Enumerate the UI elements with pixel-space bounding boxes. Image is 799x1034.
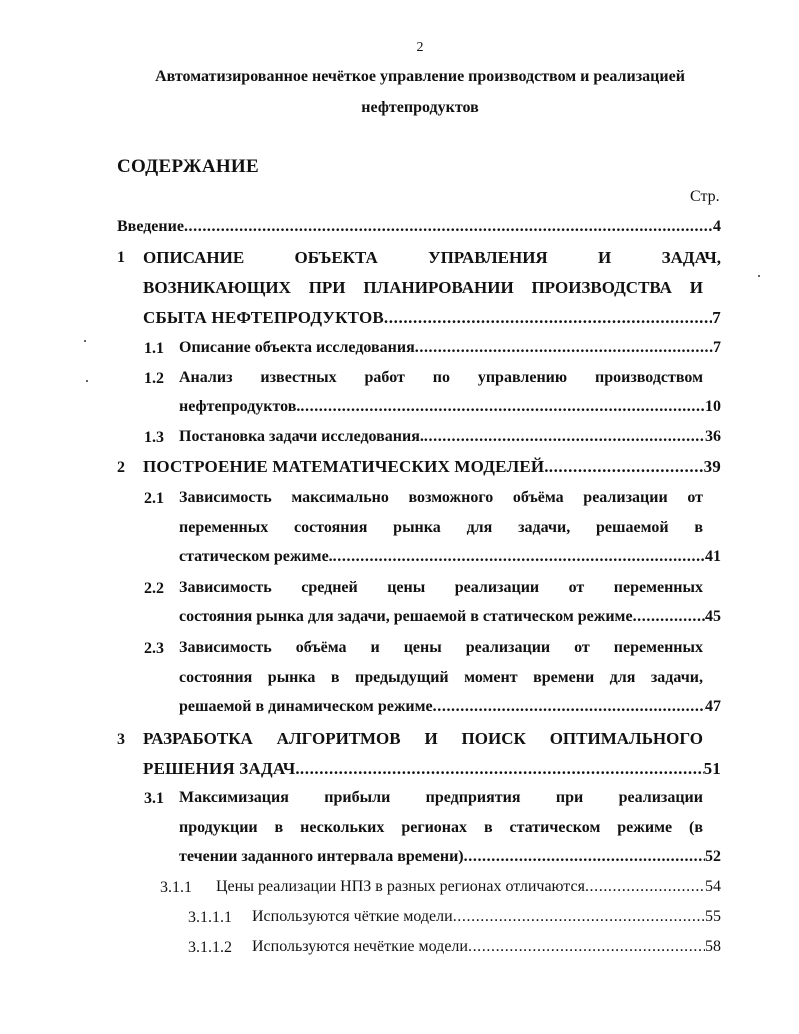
toc-entry-page: 41 <box>705 548 721 565</box>
toc-number-1-2: 1.2 <box>144 370 164 387</box>
toc-entry-page: 45 <box>705 608 721 625</box>
dot-leader <box>184 218 713 236</box>
toc-entry-page: 51 <box>703 759 721 778</box>
toc-entry-1-line-2[interactable]: ВОЗНИКАЮЩИХ ПРИ ПЛАНИРОВАНИИ ПРОИЗВОДСТВА И <box>143 278 703 297</box>
toc-entry-2-1-line-3[interactable] <box>179 548 721 570</box>
toc-entry-page: 52 <box>705 848 721 865</box>
toc-number-3-1-1: 3.1.1 <box>160 879 192 896</box>
toc-entry-page: 55 <box>705 908 721 925</box>
dot-leader <box>633 608 705 626</box>
toc-entry-title: Описание объекта исследования <box>179 339 415 356</box>
toc-entry-page: 39 <box>703 457 721 476</box>
toc-entry-3-line-2[interactable] <box>143 759 721 781</box>
toc-entry-1-line-3[interactable] <box>143 308 721 330</box>
toc-number-3: 3 <box>117 731 125 748</box>
toc-number-2-3: 2.3 <box>144 640 164 657</box>
dot-leader <box>453 908 705 926</box>
dot-leader <box>585 878 705 896</box>
dot-leader <box>549 457 704 477</box>
toc-number-3-1-1-2: 3.1.1.2 <box>188 939 232 956</box>
toc-entry-page: 58 <box>705 938 721 955</box>
toc-entry-3-1-line-3[interactable] <box>179 848 721 870</box>
toc-entry-3-1-line-1[interactable]: Максимизация прибыли предприятия при реализации <box>179 789 703 806</box>
toc-entry-title: Используются чёткие модели <box>252 908 453 925</box>
dot-leader <box>468 938 705 956</box>
toc-number-3-1-1-1: 3.1.1.1 <box>188 909 232 926</box>
toc-entry-3-1-1-1[interactable] <box>252 908 721 930</box>
toc-entry-page: 36 <box>705 428 721 445</box>
toc-entry-title: Постановка задачи исследования. <box>179 428 424 445</box>
toc-entry-2-3-line-3[interactable] <box>179 698 721 720</box>
toc-number-3-1: 3.1 <box>144 790 164 807</box>
toc-entry-2-3-line-1[interactable]: Зависимость объёма и цены реализации от переменных <box>179 639 703 656</box>
toc-entry-page: 7 <box>713 339 721 356</box>
toc-entry-title: течении заданного интервала времени) <box>179 848 464 865</box>
toc-entry-1-2-line-1[interactable]: Анализ известных работ по управлению производством <box>179 369 703 386</box>
page-number: 2 <box>416 40 424 55</box>
toc-entry-page: 4 <box>713 218 721 235</box>
toc-number-1-1: 1.1 <box>144 340 164 357</box>
scan-speck <box>86 380 88 382</box>
toc-entry-page: 47 <box>705 698 721 715</box>
toc-number-2: 2 <box>117 459 125 476</box>
toc-entry-1-1[interactable] <box>179 339 721 361</box>
toc-entry-page: 10 <box>705 398 721 415</box>
document-title-line-1: Автоматизированное нечёткое управление производством и реализацией <box>155 68 685 85</box>
document-title-line-2: нефтепродуктов <box>361 99 479 116</box>
dot-leader <box>464 848 705 866</box>
scan-speck <box>758 275 760 277</box>
toc-entry-3-1-line-2[interactable]: продукции в нескольких регионах в статическом режиме (в <box>179 819 703 836</box>
toc-entry-title: РЕШЕНИЯ ЗАДАЧ. <box>143 759 300 778</box>
scan-speck <box>84 340 86 342</box>
dot-leader <box>433 698 705 716</box>
toc-entry-title: Цены реализации НПЗ в разных регионах отличаются <box>216 878 585 895</box>
toc-entry-title: СБЫТА НЕФТЕПРОДУКТОВ <box>143 308 384 327</box>
toc-entry-3-line-1[interactable]: РАЗРАБОТКА АЛГОРИТМОВ И ПОИСК ОПТИМАЛЬНОГО <box>143 729 703 748</box>
contents-heading: СОДЕРЖАНИЕ <box>117 156 259 177</box>
toc-entry-title: статическом режиме. <box>179 548 333 565</box>
toc-entry-title: Используются нечёткие модели <box>252 938 468 955</box>
dot-leader <box>415 339 713 357</box>
toc-entry-1-3[interactable] <box>179 428 721 450</box>
toc-entry-2[interactable] <box>143 457 721 479</box>
toc-number-2-1: 2.1 <box>144 490 164 507</box>
toc-entry-1-2-line-2[interactable] <box>179 398 721 420</box>
dot-leader <box>424 428 705 446</box>
toc-number-1-3: 1.3 <box>144 429 164 446</box>
toc-entry-intro[interactable] <box>117 218 721 240</box>
toc-number-2-2: 2.2 <box>144 580 164 597</box>
toc-entry-3-1-1-2[interactable] <box>252 938 721 960</box>
toc-entry-page: 7 <box>712 308 721 327</box>
toc-entry-2-2-line-2[interactable] <box>179 608 721 630</box>
dot-leader <box>384 308 712 328</box>
toc-entry-title: состояния рынка для задачи, решаемой в статическом режиме <box>179 608 633 625</box>
toc-entry-1-line-1[interactable]: ОПИСАНИЕ ОБЪЕКТА УПРАВЛЕНИЯ И ЗАДАЧ, <box>143 248 721 267</box>
dot-leader <box>300 759 704 779</box>
toc-entry-2-2-line-1[interactable]: Зависимость средней цены реализации от переменных <box>179 579 703 596</box>
toc-entry-2-1-line-2[interactable]: переменных состояния рынка для задачи, решаемой в <box>179 519 703 536</box>
page-column-label: Стр. <box>690 188 720 205</box>
toc-entry-title: Введение <box>117 218 184 235</box>
dot-leader <box>300 398 705 416</box>
toc-number-1: 1 <box>117 249 125 266</box>
dot-leader <box>333 548 705 566</box>
toc-entry-2-3-line-2[interactable]: состояния рынка в предыдущий момент времени для задачи, <box>179 669 703 686</box>
toc-entry-title: нефтепродуктов. <box>179 398 301 415</box>
toc-entry-page: 54 <box>705 878 721 895</box>
toc-entry-3-1-1[interactable] <box>216 878 721 900</box>
toc-entry-title: решаемой в динамическом режиме <box>179 698 433 715</box>
toc-entry-title: ПОСТРОЕНИЕ МАТЕМАТИЧЕСКИХ МОДЕЛЕЙ. <box>143 457 549 476</box>
toc-entry-2-1-line-1[interactable]: Зависимость максимально возможного объёма реализации от <box>179 489 703 506</box>
